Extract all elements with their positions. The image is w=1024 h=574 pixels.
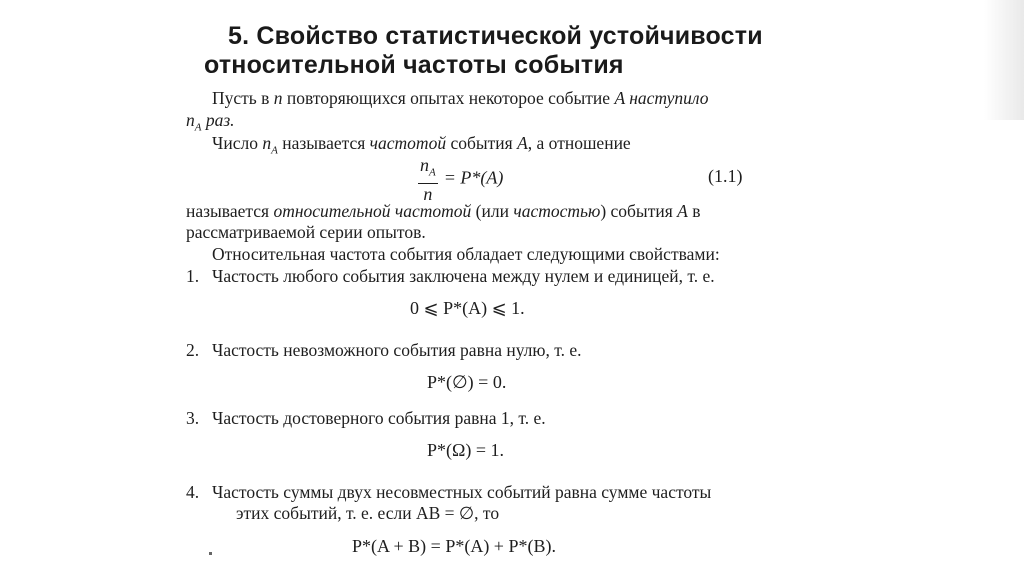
property-4-text-line-1: Частость суммы двух несовместных событий равна сумме частоты (212, 482, 712, 502)
property-3-text: Частость достоверного события равна 1, т. е. (212, 408, 546, 428)
fraction: $\frac{n_A}{n}$ (420, 155, 436, 204)
page-edge-shadow (984, 0, 1024, 120)
property-1-formula: 0 ⩽ P*(A) ⩽ 1. (410, 298, 525, 318)
property-4-number: 4. (186, 482, 200, 502)
property-4-formula: P*(A + B) = P*(A) + P*(B). (352, 536, 556, 556)
property-2-text: Частость невозможного события равна нулю, т. е. (212, 340, 582, 360)
section-title-line-1: 5. Свойство статистической устойчивости (228, 22, 763, 50)
page-speck (209, 552, 212, 555)
section-title-line-2: относительной частоты события (204, 51, 624, 79)
property-3-formula: P*(Ω) = 1. (427, 440, 505, 460)
paragraph-1-line-1: Пусть в n повторяющихся опытах некоторое событие A наступило (212, 88, 709, 108)
property-4-text-line-2: этих событий, т. е. если AB = ∅, то (236, 503, 500, 523)
formula-1-1: $\frac{n_A}{n}$ = P*(A) (420, 155, 504, 204)
paragraph-3-line-2: рассматриваемой серии опытов. (186, 222, 426, 242)
paragraph-3-line-1: называется относительной частотой (или частостью) события A в (186, 201, 701, 221)
property-2-number: 2. (186, 340, 200, 360)
paragraph-4: Относительная частота события обладает следующими свойствами: (212, 244, 720, 264)
formula-tag-1-1: (1.1) (708, 166, 743, 186)
paragraph-1-line-2: $n_A$ раз. (186, 110, 235, 134)
property-3-number: 3. (186, 408, 200, 428)
property-1-text: Частость любого события заключена между нулем и единицей, т. е. (212, 266, 715, 286)
paragraph-2: Число $n_A$ называется частотой события A, а отношение (212, 133, 631, 157)
property-2-formula: P*(∅) = 0. (427, 372, 507, 392)
property-1-number: 1. (186, 266, 200, 286)
